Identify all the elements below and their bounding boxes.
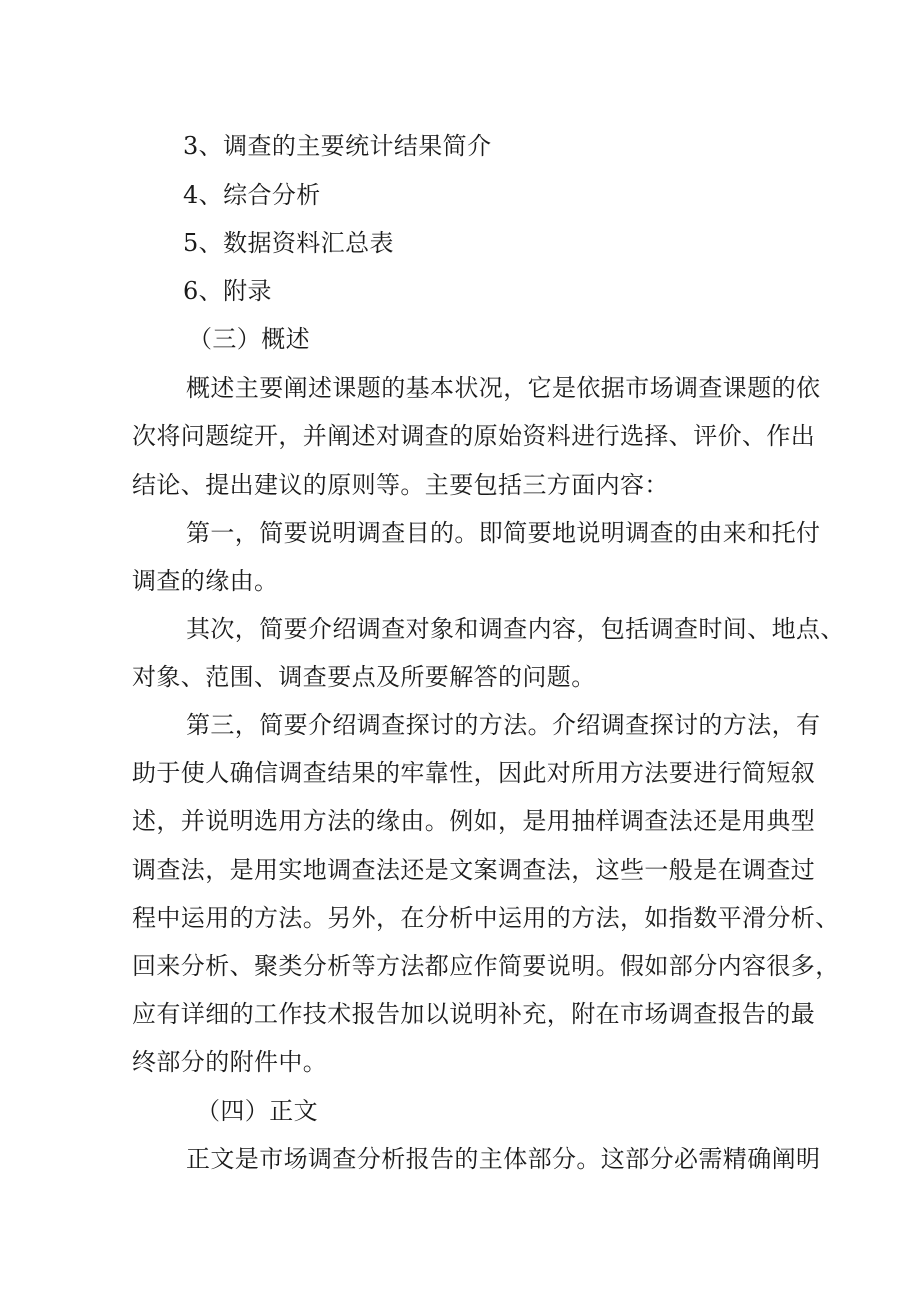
paragraph-line: 回来分析、聚类分析等方法都应作简要说明。假如部分内容很多，	[132, 952, 840, 980]
paragraph-line: 终部分的附件中。	[132, 1048, 328, 1076]
paragraph-line: 程中运用的方法。另外，在分析中运用的方法，如指数平滑分析、	[132, 904, 840, 932]
paragraph-line: 调查法，是用实地调查法还是文案调查法，这些一般是在调查过	[132, 856, 816, 884]
paragraph-line: 调查的缘由。	[132, 567, 279, 595]
list-item-6: 6、附录	[183, 277, 272, 305]
paragraph-line: 其次，简要介绍调查对象和调查内容，包括调查时间、地点、	[186, 615, 845, 643]
paragraph-line: 助于使人确信调查结果的牢靠性，因此对所用方法要进行简短叙	[132, 759, 816, 787]
paragraph-line: 应有详细的工作技术报告加以说明补充，附在市场调查报告的最	[132, 1000, 816, 1028]
section-heading-body: （四）正文	[196, 1097, 318, 1125]
paragraph-line: 结论、提出建议的原则等。主要包括三方面内容：	[132, 471, 669, 499]
paragraph-line: 正文是市场调查分析报告的主体部分。这部分必需精确阐明	[186, 1145, 821, 1173]
paragraph-line: 第三，简要介绍调查探讨的方法。介绍调查探讨的方法，有	[186, 711, 821, 739]
paragraph-line: 对象、范围、调查要点及所要解答的问题。	[132, 663, 596, 691]
paragraph-line: 概述主要阐述课题的基本状况，它是依据市场调查课题的依	[186, 374, 821, 402]
section-heading-overview: （三）概述	[188, 325, 310, 353]
paragraph-line: 述，并说明选用方法的缘由。例如，是用抽样调查法还是用典型	[132, 807, 816, 835]
paragraph-line: 第一，简要说明调查目的。即简要地说明调查的由来和托付	[186, 519, 821, 547]
paragraph-line: 次将问题绽开，并阐述对调查的原始资料进行选择、评价、作出	[132, 422, 816, 450]
list-item-5: 5、数据资料汇总表	[183, 229, 394, 257]
list-item-3: 3、调查的主要统计结果简介	[183, 132, 492, 160]
list-item-4: 4、综合分析	[183, 181, 321, 209]
